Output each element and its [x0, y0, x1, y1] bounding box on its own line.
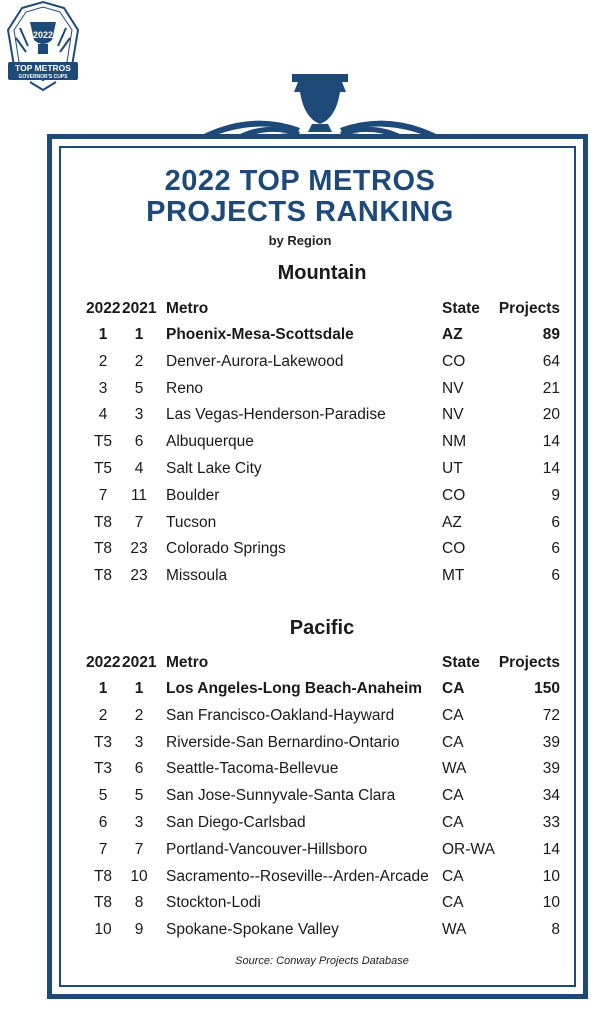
- state: CO: [442, 352, 466, 370]
- project-count: 21: [542, 379, 560, 397]
- subtitle: by Region: [268, 233, 332, 248]
- header-projects: Projects: [498, 300, 560, 317]
- metro-name: Spokane-Spokane Valley: [166, 921, 339, 939]
- metro-name: San Diego-Carlsbad: [166, 814, 306, 831]
- header-state: State: [442, 300, 480, 317]
- state: CA: [442, 787, 464, 805]
- rank-2022: 4: [98, 406, 108, 424]
- table-header-mountain: [0, 296, 600, 322]
- rank-2022: T5: [93, 433, 113, 451]
- state: CA: [442, 814, 464, 831]
- rank-2022: 1: [98, 326, 108, 343]
- metro-name: Albuquerque: [166, 433, 254, 451]
- project-count: 9: [551, 486, 560, 504]
- metro-name: Colorado Springs: [166, 540, 286, 558]
- state: CA: [442, 706, 464, 724]
- state: NV: [442, 379, 464, 397]
- rank-2021: 8: [134, 894, 144, 912]
- project-count: 39: [542, 733, 560, 751]
- rank-2021: 3: [134, 406, 144, 424]
- metro-name: Tucson: [166, 513, 217, 531]
- table-header-pacific: [0, 650, 600, 676]
- rank-2021: 1: [134, 326, 144, 343]
- table-row: [0, 456, 600, 482]
- project-count: 150: [534, 680, 560, 697]
- metro-name: Salt Lake City: [166, 460, 262, 477]
- region-heading-pacific: Pacific: [289, 617, 355, 639]
- state: NV: [442, 406, 464, 424]
- table-row: [0, 783, 600, 809]
- rank-2022: T8: [93, 894, 113, 912]
- project-count: 14: [542, 840, 560, 858]
- metro-name: Sacramento--Roseville--Arden-Arcade: [166, 867, 429, 885]
- rank-2022: 3: [98, 379, 108, 397]
- metro-name: San Francisco-Oakland-Hayward: [166, 706, 395, 724]
- project-count: 64: [542, 352, 560, 370]
- rank-2022: 6: [98, 814, 108, 831]
- state: CA: [442, 733, 464, 751]
- rank-2022: T5: [93, 460, 113, 477]
- rank-2022: T8: [93, 867, 113, 885]
- table-row: [0, 536, 600, 562]
- rank-2022: T8: [93, 567, 113, 585]
- rank-2022: 2: [98, 706, 108, 724]
- rank-2022: 2: [98, 352, 108, 370]
- state: CO: [442, 486, 466, 504]
- rank-2022: T3: [93, 760, 113, 778]
- state: CA: [442, 680, 465, 697]
- state: MT: [442, 567, 465, 585]
- table-row: [0, 483, 600, 509]
- rank-2021: 3: [134, 733, 144, 751]
- state: OR-WA: [442, 840, 495, 858]
- table-row: [0, 322, 600, 348]
- table-row: [0, 402, 600, 428]
- metro-name: Las Vegas-Henderson-Paradise: [166, 406, 386, 424]
- state: CA: [442, 894, 464, 912]
- state: AZ: [442, 513, 462, 531]
- rank-2021: 6: [134, 760, 144, 778]
- project-count: 33: [542, 814, 560, 831]
- badge-line1: TOP METROS: [15, 63, 71, 73]
- table-row: [0, 810, 600, 836]
- header-2022: 2022: [86, 300, 121, 317]
- project-count: 89: [542, 326, 560, 343]
- table-row: [0, 676, 600, 702]
- header-state: State: [442, 654, 480, 671]
- rank-2021: 5: [134, 787, 144, 805]
- project-count: 14: [542, 460, 560, 477]
- rank-2021: 2: [134, 706, 144, 724]
- title-line2: PROJECTS RANKING: [146, 196, 454, 228]
- table-row: [0, 730, 600, 756]
- badge-line2: GOVERNOR'S CUPS: [18, 74, 68, 80]
- rank-2021: 7: [134, 513, 144, 531]
- project-count: 39: [542, 760, 560, 778]
- rank-2021: 9: [134, 921, 144, 939]
- table-row: [0, 349, 600, 375]
- project-count: 34: [542, 787, 560, 805]
- state: WA: [442, 921, 467, 939]
- header-2021: 2021: [122, 654, 157, 671]
- table-row: [0, 864, 600, 890]
- table-row: [0, 429, 600, 455]
- project-count: 6: [551, 540, 560, 558]
- header-2022: 2022: [86, 654, 121, 671]
- rank-2021: 10: [130, 867, 148, 885]
- project-count: 10: [542, 867, 560, 885]
- rank-2021: 23: [130, 540, 148, 558]
- source-note: Source: Conway Projects Database: [235, 955, 409, 967]
- table-row: [0, 703, 600, 729]
- rank-2022: 10: [94, 921, 112, 939]
- project-count: 8: [551, 921, 560, 939]
- title-line1: 2022 TOP METROS: [164, 165, 436, 197]
- metro-name: Phoenix-Mesa-Scottsdale: [166, 326, 354, 343]
- badge-year: 2022: [32, 30, 54, 40]
- rank-2021: 6: [134, 433, 144, 451]
- rank-2021: 2: [134, 352, 144, 370]
- project-count: 20: [542, 406, 560, 424]
- metro-name: Stockton-Lodi: [166, 894, 261, 912]
- project-count: 14: [542, 433, 560, 451]
- header-metro: Metro: [166, 654, 209, 671]
- metro-name: Los Angeles-Long Beach-Anaheim: [166, 680, 423, 697]
- state: UT: [442, 460, 463, 477]
- rank-2022: 1: [98, 680, 108, 697]
- table-row: [0, 756, 600, 782]
- rank-2021: 7: [134, 840, 144, 858]
- rank-2021: 11: [130, 486, 148, 504]
- state: WA: [442, 760, 467, 778]
- state: CA: [442, 867, 464, 885]
- table-row: [0, 837, 600, 863]
- rank-2022: 7: [98, 486, 108, 504]
- state: CO: [442, 540, 466, 558]
- metro-name: Portland-Vancouver-Hillsboro: [166, 840, 368, 858]
- header-2021: 2021: [122, 300, 157, 317]
- metro-name: Seattle-Tacoma-Bellevue: [166, 760, 339, 778]
- project-count: 10: [542, 894, 560, 912]
- state: AZ: [442, 326, 463, 343]
- project-count: 72: [542, 706, 560, 724]
- project-count: 6: [551, 513, 560, 531]
- metro-name: Missoula: [166, 567, 228, 585]
- rank-2021: 1: [134, 680, 144, 697]
- metro-name: Boulder: [166, 486, 220, 504]
- region-heading-mountain: Mountain: [277, 262, 367, 284]
- table-row: [0, 563, 600, 589]
- table-row: [0, 917, 600, 943]
- state: NM: [442, 433, 467, 451]
- header-projects: Projects: [498, 654, 560, 671]
- table-row: [0, 376, 600, 402]
- rank-2021: 5: [134, 379, 144, 397]
- rank-2022: T8: [93, 513, 113, 531]
- header-metro: Metro: [166, 300, 209, 317]
- metro-name: San Jose-Sunnyvale-Santa Clara: [166, 787, 396, 805]
- rank-2022: T8: [93, 540, 113, 558]
- table-row: [0, 510, 600, 536]
- rank-2022: 5: [98, 787, 108, 805]
- metro-name: Reno: [166, 379, 204, 397]
- rank-2022: 7: [98, 840, 108, 858]
- table-row: [0, 890, 600, 916]
- rank-2021: 4: [134, 460, 144, 477]
- metro-name: Riverside-San Bernardino-Ontario: [166, 733, 400, 751]
- metro-name: Denver-Aurora-Lakewood: [166, 352, 344, 370]
- project-count: 6: [551, 567, 560, 585]
- rank-2021: 23: [130, 567, 148, 585]
- rank-2021: 3: [134, 814, 144, 831]
- rank-2022: T3: [93, 733, 113, 751]
